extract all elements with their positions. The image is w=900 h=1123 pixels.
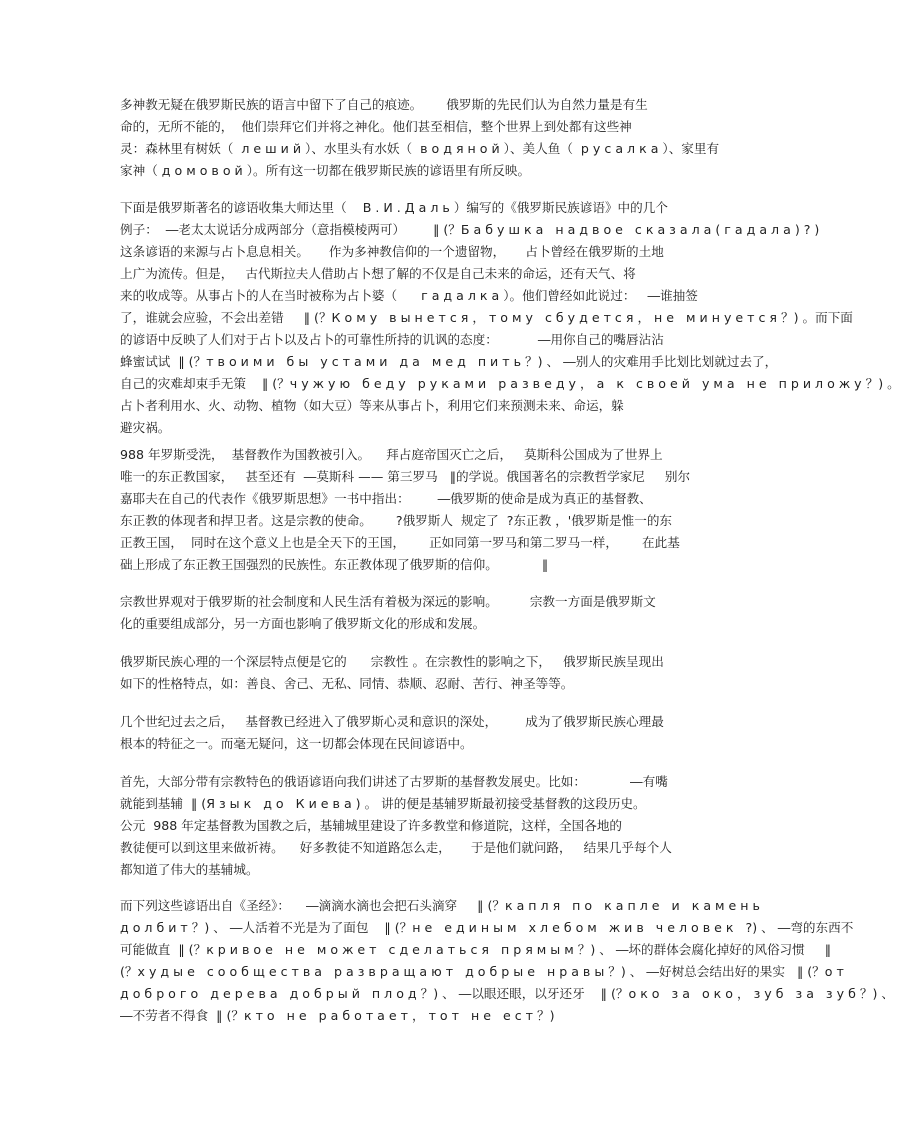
text-line: 根本的特征之一。而毫无疑问，这一切都会体现在民间谚语中。 [120,736,473,751]
text-line: 下面是俄罗斯著名的谚语收集大师达里（ В . И . Д а л ь ）编写的《俄罗斯民族谚语》中的几个 [120,200,668,215]
text-line: 几个世纪过去之后， 基督教已经进入了俄罗斯心灵和意识的深处， 成为了俄罗斯民族心理最 [120,714,664,729]
text-line: 如下的性格特点，如：善良、舍己、无私、同情、恭顺、忍耐、苦行、神圣等等。 [120,676,574,691]
paragraph-kiev [120,771,794,881]
paragraph-bible-proverbs [120,895,894,1027]
text-line: 上广为流传。但是， 古代斯拉夫人借助占卜想了解的不仅是自己未来的命运，还有天气、将 [120,266,636,281]
paragraph-polytheism [120,94,794,182]
paragraph-worldview [120,591,794,635]
text-line: 宗教世界观对于俄罗斯的社会制度和人民生活有着极为深远的影响。 宗教一方面是俄罗斯文 [120,594,656,609]
paragraph-divination [120,197,900,439]
paragraph-orthodoxy [120,444,794,576]
text-line: 命的，无所不能的， 他们崇拜它们并将之神化。他们甚至相信，整个世界上到处都有这些神 [120,119,632,134]
text-line: 家神（ д о м о в о й ）。所有这一切都在俄罗斯民族的谚语里有所反映。 [120,163,531,178]
text-line: 嘉耶夫在自己的代表作《俄罗斯思想》一书中指出： ―俄罗斯的使命是成为真正的基督教、 [120,491,652,506]
text-line: 俄罗斯民族心理的一个深层特点便是它的 宗教性 。在宗教性的影响之下， 俄罗斯民族呈现出 [120,654,664,669]
text-line: 唯一的东正教国家， 甚至还有 ―莫斯科 —— 第三罗马 ‖的学说。俄国著名的宗教哲学家尼 别尔 [120,469,691,484]
text-line: 化的重要组成部分，另一方面也影响了俄罗斯文化的形成和发展。 [120,616,486,631]
text-line: 首先，大部分带有宗教特色的俄语谚语向我们讲述了古罗斯的基督教发展史。比如： ―有嘴 [120,774,668,789]
text-line: (？х у д ы е с о о б щ е с т в а р а з в р а щ а ю т д о б р ы е н р а в ы ？) 、 ―好树总会结出好的果实 ‖ (？о т [120,964,844,979]
text-line: 可能做直 ‖ (？к р и в о е н е м о ж е т с д е л а т ь с я п р я м ы м ？) 、 ―坏的群体会腐化掉好的风俗习惯 ‖ [120,942,832,957]
text-line: 正教王国， 同时在这个意义上也是全天下的王国， 正如同第一罗马和第二罗马一样， 在此基 [120,535,680,550]
text-line: д о б р о г о д е р е в а д о б р ы й п л о д ？) 、 ―以眼还眼，以牙还牙 ‖ (？о к о з а о к о ， з у б з а з у б ？) 、 [120,986,894,1001]
text-line: 988 年罗斯受洗， 基督教作为国教被引入。 拜占庭帝国灭亡之后， 莫斯科公国成为了世界上 [120,447,663,462]
text-line: 多神教无疑在俄罗斯民族的语言中留下了自己的痕迹。 俄罗斯的先民们认为自然力量是有生 [120,97,648,112]
text-line: 的谚语中反映了人们对于占卜以及占卜的可靠性所持的讥讽的态度： ―用你自己的嘴唇沾沾 [120,332,664,347]
text-line: 这条谚语的来源与占卜息息相关。 作为多神教信仰的一个遗留物， 占卜曾经在俄罗斯的土地 [120,244,664,259]
text-line: 例子： ―老太太说话分成两部分（意指模棱两可） ‖ (？Б а б у ш к а н а д в о е с к а з а л а ( г а д а л а ) ? ) [120,222,820,237]
text-line: 蜂蜜试试 ‖ (？т в о и м и б ы у с т а м и д а м е д п и т ь ？) 、 ―别人的灾难用手比划比划就过去了， [120,354,778,369]
text-line: 自己的灾难却束手无策 ‖ (？ч у ж у ю б е д у р у к а м и р а з в е д у ， а к с в о е й у м а н е п р и л о ж у ？) 。 [120,376,900,391]
text-line: 避灾祸。 [120,420,171,435]
text-line: ―不劳者不得食 ‖ (？к т о н е р а б о т а е т ， т о т н е е с т ？) [120,1008,555,1023]
text-line: 教徒便可以到这里来做祈祷。 好多教徒不知道路怎么走， 于是他们就问路， 结果几乎每个人 [120,840,672,855]
text-line: 都知道了伟大的基辅城。 [120,862,259,877]
text-line: д о л б и т ？) 、 ―人活着不光是为了面包 ‖ (？н е е д и н ы м х л е б о м ж и в ч е л о в е к ?) 、 ―弯的东西不 [120,920,854,935]
text-line: 灵：森林里有树妖（ л е ш и й ）、水里头有水妖（ в о д я н о й ）、美人鱼（ р у с а л к а ）、家里有 [120,141,720,156]
text-line: 就能到基辅 ‖ (Я з ы к д о К и е в а ) 。 讲的便是基辅罗斯最初接受基督教的这段历史。 [120,796,646,811]
text-line: 来的收成等。从事占卜的人在当时被称为占卜婆（ г а д а л к а ）。他们曾经如此说过： ―谁抽签 [120,288,698,303]
text-line: 而下列这些谚语出自《圣经》： ―滴滴水滴也会把石头滴穿 ‖ (？к а п л я п о к а п л е и к а м е н ь [120,898,760,913]
text-line: 东正教的体现者和捍卫者。这是宗教的使命。 ?俄罗斯人 规定了 ?东正教 ，'俄罗斯是惟一的东 [120,513,673,528]
text-line: 础上形成了东正教王国强烈的民族性。东正教体现了俄罗斯的信仰。 ‖ [120,557,549,572]
text-line: 了，谁就会应验，不会出差错 ‖ (？К о м у в ы н е т с я ， т о м у с б у д е т с я ， н е м и н у е т с я ？) 。而下面 [120,310,853,325]
paragraph-centuries [120,711,794,755]
text-line: 公元 988 年定基督教为国教之后，基辅城里建设了许多教堂和修道院，这样，全国各地的 [120,818,623,833]
paragraph-religiosity [120,651,794,695]
text-line: 占卜者利用水、火、动物、植物（如大豆）等来从事占卜，利用它们来预测未来、命运，躲 [120,398,624,413]
